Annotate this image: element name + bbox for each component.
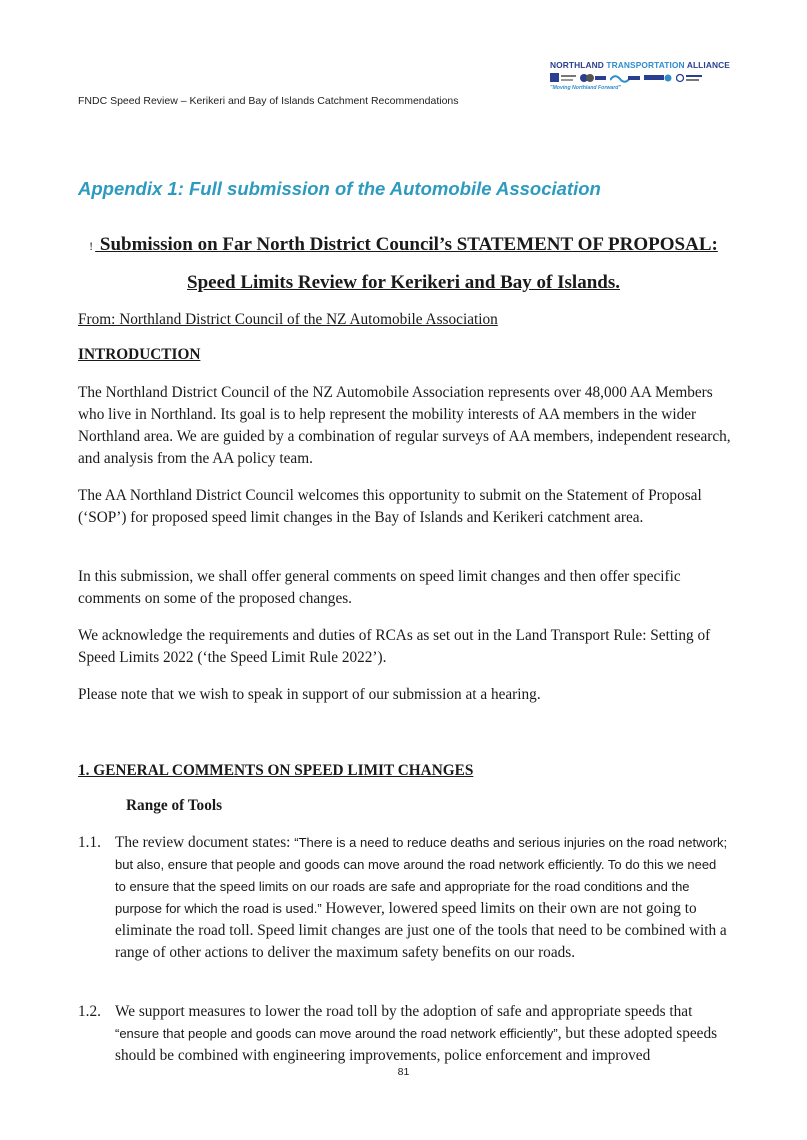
nta-logo [550,60,730,96]
logo-tagline: "Moving Northland Forward" [550,85,621,91]
far-north-council-logo-icon [550,73,576,83]
intro-paragraph: The Northland District Council of the NZ Automobile Association represents over 48,000 AA Members who live in Northland. Its goal is to help represent the mobility interests of AA members in the wider Northland area. We are guided by a combination of regular surveys of AA members, independent research, and analysis from the AA policy team. [78,384,731,467]
page-number: 81 [397,1066,410,1078]
from-line: From: Northland District Council of the NZ Automobile Association [78,311,498,328]
running-header: FNDC Speed Review – Kerikeri and Bay of Islands Catchment Recommendations [78,95,459,107]
numbered-item [78,832,728,964]
introduction-heading: INTRODUCTION [78,346,201,363]
numbered-item [78,1001,728,1067]
quoted-text: “There is a need to reduce deaths and serious injuries on the road network; but also, ensure that people and goods can move around the road network efficiently. To do this we need to ensure that the speed limits on our roads are safe and appropriate for the road conditions and the purpose for which the road is used.” [115,835,728,916]
item-number: 1.2. [78,1003,101,1020]
item-text: The review document states: “There is a need to reduce deaths and serious injuries on the road network; but also, ensure that people and goods can move around the road network efficiently. To do this we need to ensure that the speed limits on our roads are safe and appropriate for the road conditions and the purpose for which the road is used.” However, lowered speed limits on their own are not going to eliminate the road toll. Speed limit changes are just one of the tools that need to be combined with a range of other actions to deliver the maximum safety benefits on our roads. [115,834,728,961]
quoted-text: “ensure that people and goods can move around the road network efficiently” [115,1026,558,1041]
range-of-tools-subheading: Range of Tools [126,797,223,814]
item-number: 1.1. [78,834,101,851]
northland-regional-logo-icon [644,73,672,83]
submission-title-line-1: ! Submission on Far North District Council’s STATEMENT OF PROPOSAL: [89,234,718,255]
intro-paragraph: In this submission, we shall offer general comments on speed limit changes and then offer specific comments on some of the proposed changes. [78,568,681,607]
whangarei-logo-icon [610,73,640,83]
item-text: We support measures to lower the road toll by the adoption of safe and appropriate speeds that “ensure that people and goods can move around the road network efficiently”, but these adopted speeds should be combined with engineering improvements, police enforcement and improved [115,1003,718,1064]
marker-glyph: ! [89,239,94,253]
intro-paragraph: Please note that we wish to speak in support of our submission at a hearing. [78,686,541,703]
logo-partner-badges [550,73,725,83]
intro-paragraph: We acknowledge the requirements and duties of RCAs as set out in the Land Transport Rule: Setting of Speed Limits 2022 (‘the Speed Limit Rule 2022’). [78,627,711,666]
intro-paragraph: The AA Northland District Council welcomes this opportunity to submit on the Statement of Proposal (‘SOP’) for proposed speed limit changes in the Bay of Islands and Kerikeri catchment area. [78,487,702,526]
kaipara-logo-icon [580,73,606,83]
appendix-title: Appendix 1: Full submission of the Automobile Association [78,178,601,199]
general-comments-heading: 1. GENERAL COMMENTS ON SPEED LIMIT CHANGES [78,762,474,779]
submission-title-line-2: Speed Limits Review for Kerikeri and Bay of Islands. [187,272,620,293]
waka-kotahi-logo-icon [676,73,702,83]
logo-title: NORTHLAND TRANSPORTATION ALLIANCE [550,60,730,70]
